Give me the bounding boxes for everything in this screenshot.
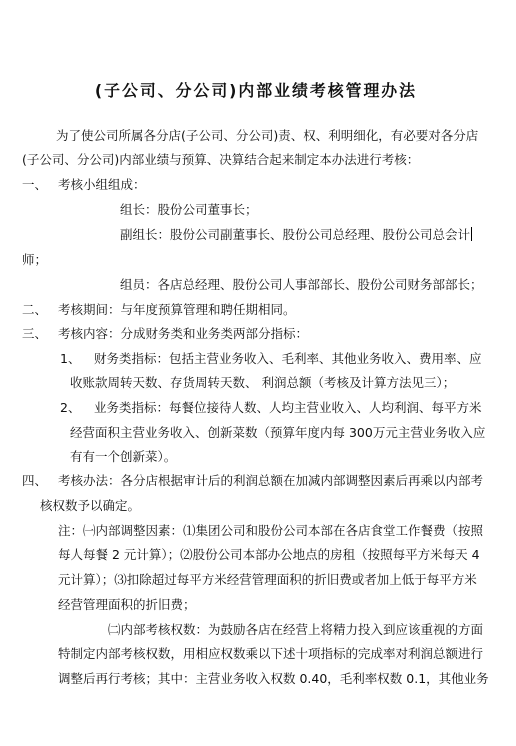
- weight-line-2: 特制定内部考核权数，用相应权数乘以下述十项指标的完成率对利润总额进行: [58, 646, 484, 661]
- section-4-number: 四、: [22, 473, 48, 488]
- committee-leader: 组长：股份公司董事长；: [120, 202, 258, 217]
- intro-line-2: (子公司、分公司)内部业绩与预算、决算结合起来制定本办法进行考核：: [22, 152, 420, 167]
- committee-members: 组员：各店总经理、股份公司人事部部长、股份公司财务部部长；: [120, 277, 483, 292]
- intro-line-1: 为了使公司所属各分店(子公司、分公司)责、权、利明细化，有必要对各分店: [56, 128, 479, 143]
- weight-line-3: 调整后再行考核；其中：主营业务收入权数 0.40，毛利率权数 0.1，其他业务: [58, 671, 489, 686]
- note-line-2: 每人每餐 2 元计算）；⑵股份公司本部办公地点的房租（按照每平方米每天 4: [58, 547, 480, 562]
- section-1-heading: 考核小组组成：: [58, 177, 146, 192]
- text-cursor: [471, 227, 472, 241]
- weight-line-1: ㈡内部考核权数：为鼓励各店在经营上将精力投入到应该重视的方面: [108, 622, 484, 637]
- item-2-line-2: 经营面积主营业务收入、创新菜数（预算年度内每 300万元主营业务收入应: [70, 425, 486, 440]
- section-4-line-2: 核权数予以确定。: [40, 498, 141, 513]
- item-1-line-2: 收账款周转天数、存货周转天数、 利润总额（考核及计算方法见三）；: [70, 375, 456, 390]
- section-1-number: 一、: [22, 177, 48, 192]
- item-2-number: 2、: [60, 400, 81, 415]
- note-line-1: 注：㈠内部调整因素：⑴集团公司和股份公司本部在各店食堂工作餐费（按照: [58, 523, 484, 538]
- item-1-line-1: 财务类指标：包括主营业务收入、毛利率、其他业务收入、费用率、应: [94, 351, 482, 366]
- document-title: (子公司、分公司)内部业绩考核管理办法: [94, 81, 418, 100]
- section-3-heading: 考核内容：分成财务类和业务类两部分指标：: [58, 326, 309, 341]
- committee-deputy-continued: 师；: [22, 252, 48, 267]
- note-line-3: 元计算）；⑶扣除超过每平方米经营管理面积的折旧费或者加上低于每平方米: [58, 572, 477, 587]
- note-line-4: 经营管理面积的折旧费；: [58, 597, 196, 612]
- item-1-number: 1、: [60, 351, 81, 366]
- section-2-number: 二、: [22, 302, 48, 317]
- section-2-text: 考核期间：与年度预算管理和聘任期相同。: [58, 302, 296, 317]
- section-3-number: 三、: [22, 326, 48, 341]
- committee-deputy: [120, 227, 472, 243]
- item-2-line-1: 业务类指标：每餐位接待人数、人均主营业收入、人均利润、每平方米: [94, 400, 482, 415]
- committee-deputy-text: 副组长：股份公司副董事长、股份公司总经理、股份公司总会计: [120, 227, 471, 242]
- item-2-line-3: 有有一个创新菜）。: [70, 449, 177, 464]
- section-4-line-1: 考核办法：各分店根据审计后的利润总额在加减内部调整因素后再乘以内部考: [58, 473, 484, 488]
